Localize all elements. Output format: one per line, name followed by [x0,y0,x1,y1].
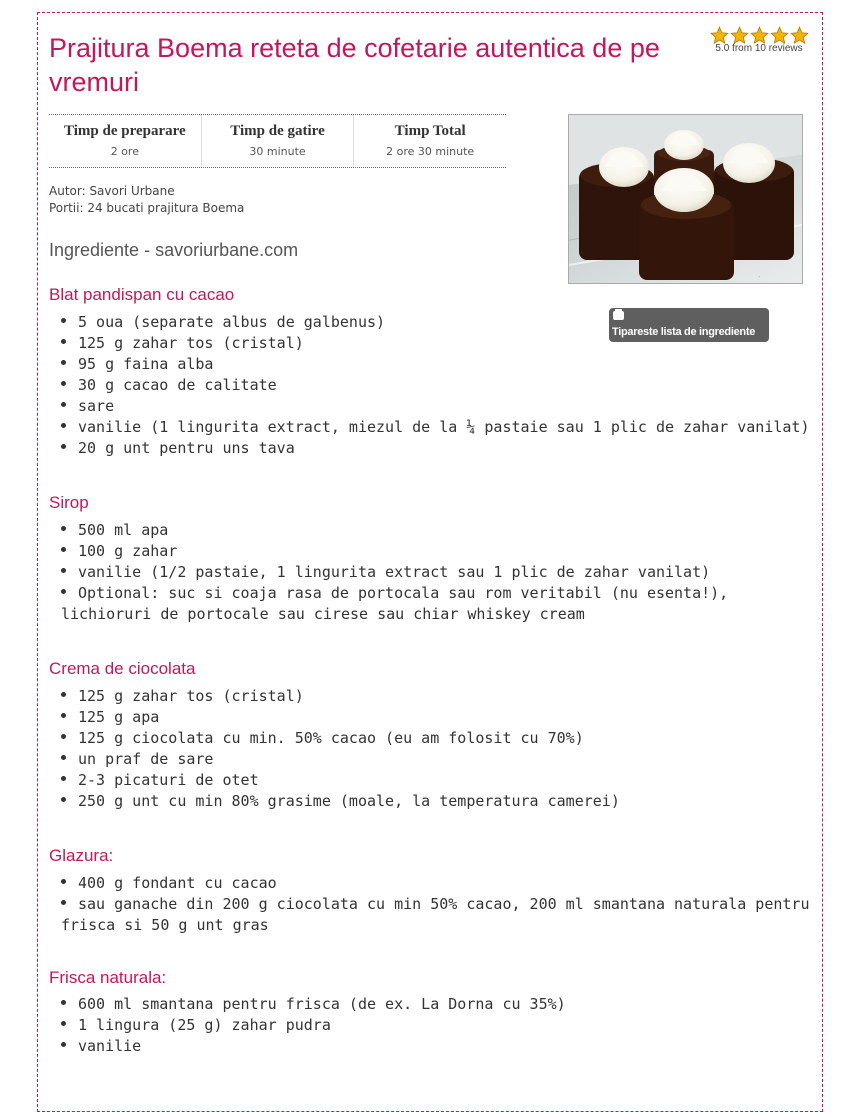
ingredient-text: 125 g zahar tos (cristal) [78,687,304,705]
section-title: Sirop [49,493,89,512]
bullet-icon [61,589,66,594]
rating-widget[interactable] [704,26,814,54]
section-title: Glazura: [49,846,114,865]
bullet-icon [61,568,66,573]
total-time-label: Timp Total [394,123,466,139]
prep-time-value: 2 ore [110,145,139,158]
bullet-icon [61,713,66,718]
bullet-icon [61,423,66,428]
bullet-icon [61,339,66,344]
ingredient-text: 125 g apa [78,708,160,726]
cook-time-label: Timp de gatire [230,123,325,139]
ingredient-list [49,686,814,812]
list-item [49,438,814,459]
list-item [49,520,814,541]
bullet-icon [61,547,66,552]
list-item [49,791,814,812]
prep-time-label: Timp de preparare [64,123,186,139]
list-item [49,994,814,1015]
list-item [49,562,814,583]
bullet-icon [61,879,66,884]
list-item [49,686,814,707]
total-time [353,115,506,167]
bullet-icon [61,755,66,760]
ingredient-text: 30 g cacao de calitate [78,376,277,394]
list-item [49,333,814,354]
section-title: Blat pandispan cu cacao [49,285,235,304]
ingredient-text: 2-3 picaturi de otet [78,771,259,789]
ingredient-text: 125 g ciocolata cu min. 50% cacao (eu am folosit cu 70%) [78,729,584,747]
ingredient-text: 100 g zahar [78,542,178,560]
bullet-icon [61,1042,66,1047]
ingredient-list [49,873,814,936]
list-item [49,728,814,749]
ingredient-text: vanilie (1 lingurita extract, miezul de la ¼ pastaie sau 1 plic de zahar vanilat) [78,418,810,436]
svg-text:.: . [759,273,761,279]
list-item [49,873,814,894]
time-table [49,114,506,168]
recipe-portions: Portii: 24 bucati prajitura Boema [49,201,245,215]
list-item [49,354,814,375]
rating-summary: 5.0 from 10 reviews [715,43,803,54]
ingredient-text: 500 ml apa [78,521,169,539]
bullet-icon [61,734,66,739]
total-time-value: 2 ore 30 minute [386,145,475,158]
bullet-icon [61,1021,66,1026]
list-item [49,312,814,333]
prep-time [49,115,201,167]
bullet-icon [61,526,66,531]
list-item [49,894,814,936]
bullet-icon [61,444,66,449]
bullet-icon [61,381,66,386]
cake-photo-illustration [569,115,802,283]
list-item [49,707,814,728]
ingredient-text: 125 g zahar tos (cristal) [78,334,304,352]
ingredient-text: 5 oua (separate albus de galbenus) [78,313,386,331]
ingredient-text: 600 ml smantana pentru frisca (de ex. La Dorna cu 35%) [78,995,566,1013]
list-item [49,541,814,562]
bullet-icon [61,1000,66,1005]
ingredient-text: 20 g unt pentru uns tava [78,439,295,457]
ingredient-text: vanilie (1/2 pastaie, 1 lingurita extract sau 1 plic de zahar vanilat) [78,563,711,581]
section-title: Frisca naturala: [49,968,167,987]
recipe-title: Prajitura Boema reteta de cofetarie autentica de pe vremuri [49,33,660,97]
bullet-icon [61,776,66,781]
ingredient-text: un praf de sare [78,750,214,768]
ingredient-text: 250 g unt cu min 80% grasime (moale, la temperatura camerei) [78,792,620,810]
ingredient-text: 95 g faina alba [78,355,214,373]
list-item [49,375,814,396]
cook-time-value: 30 minute [249,145,306,158]
ingredient-text: 1 lingura (25 g) zahar pudra [78,1016,331,1034]
list-item [49,583,814,625]
ingredient-list [49,520,814,625]
print-ingredients-label: Tipareste lista de ingrediente [612,326,756,338]
recipe-card [37,12,823,1112]
bullet-icon [61,692,66,697]
ingredient-text: 400 g fondant cu cacao [78,874,277,892]
bullet-icon [61,318,66,323]
recipe-author: Autor: Savori Urbane [49,184,175,198]
ingredient-text: sau ganache din 200 g ciocolata cu min 50% cacao, 200 ml smantana naturala pentru frisca si 50 g unt gras [61,895,810,934]
ingredients-heading: Ingrediente - savoriurbane.com [49,240,299,260]
bullet-icon [61,900,66,905]
ingredient-text: Optional: suc si coaja rasa de portocala sau rom veritabil (nu esenta!), lichioruri de portocale sau cirese sau chiar whiskey cream [61,584,729,623]
ingredient-list [49,312,814,459]
bullet-icon [61,360,66,365]
list-item [49,1036,814,1057]
list-item [49,396,814,417]
list-item [49,770,814,791]
ingredient-text: vanilie [78,1037,142,1055]
ingredient-text: sare [78,397,115,415]
section-title: Crema de ciocolata [49,659,196,678]
recipe-photo [568,114,803,284]
list-item [49,749,814,770]
ingredient-list [49,994,814,1057]
bullet-icon [61,402,66,407]
recipe-meta [49,183,244,217]
bullet-icon [61,797,66,802]
list-item [49,417,814,438]
list-item [49,1015,814,1036]
cook-time [201,115,354,167]
